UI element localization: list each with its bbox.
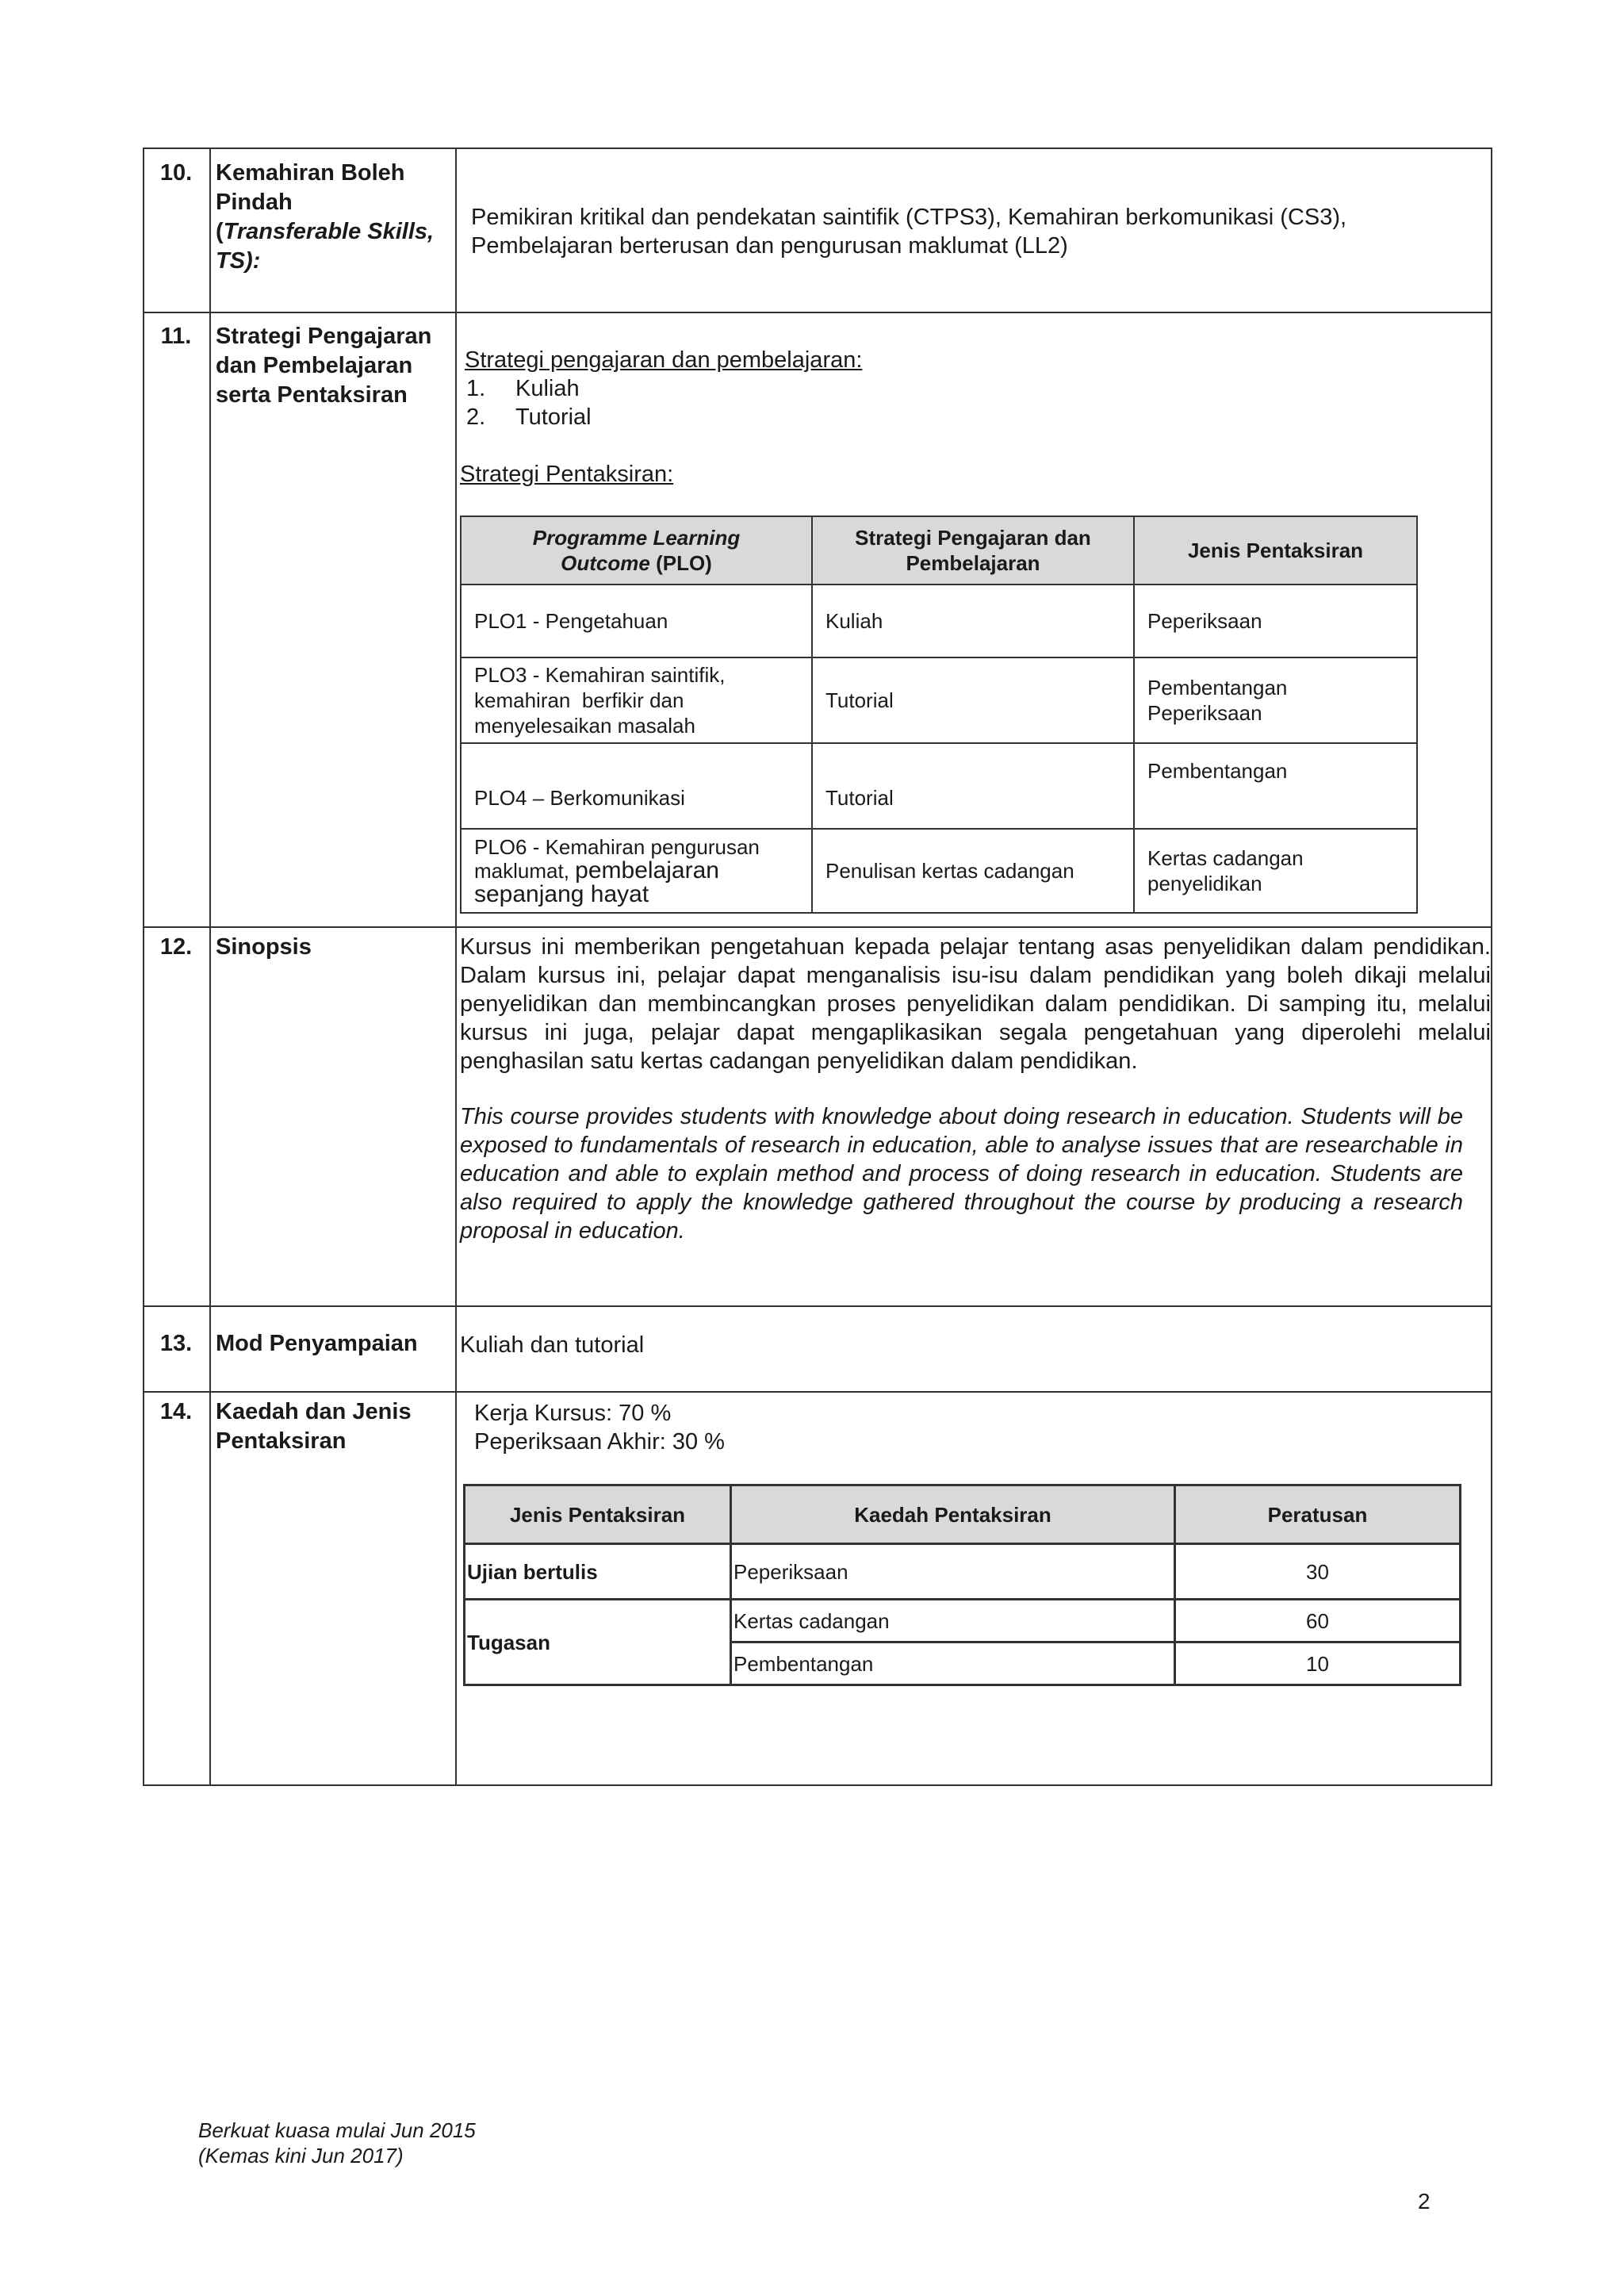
- header-strategy: [812, 516, 1134, 585]
- row-divider-12: [143, 1305, 1492, 1307]
- row-label-synopsis: Sinopsis: [216, 934, 312, 960]
- row-label-delivery-mode: Mod Penyampaian: [216, 1331, 418, 1356]
- label-line: Kaedah dan Jenis: [216, 1399, 412, 1424]
- row-divider-13: [143, 1391, 1492, 1393]
- strategy-cell: Tutorial: [812, 657, 1134, 743]
- assessment-method-cell: Peperiksaan: [731, 1544, 1175, 1600]
- row-label-transferable-skills: [216, 159, 454, 276]
- synopsis-english: This course provides students with knowledge about doing research in education. Students will be exposed to fundamentals of research in education, able to analyse issues that are researchable in education and able to explain method and process of doing research in education. Students are also required to apply the knowledge gathered throughout the course by producing a research proposal in education.: [460, 1104, 1463, 1244]
- plo-cell: PLO1 - Pengetahuan: [461, 585, 812, 657]
- teaching-list-item: [466, 403, 592, 431]
- label-line: Strategi Pengajaran: [216, 324, 432, 349]
- assessment-table-header: [465, 1485, 1461, 1544]
- list-marker: 1.: [466, 376, 486, 401]
- assessment-line: Peperiksaan: [1147, 701, 1262, 725]
- table-row: [461, 585, 1417, 657]
- label-line: [216, 217, 454, 247]
- header-plo: [461, 516, 812, 585]
- row-label-teaching-strategy: [216, 322, 454, 410]
- synopsis-malay: Kursus ini memberikan pengetahuan kepada pelajar tentang asas penyelidikan dalam pendidikan. Dalam kursus ini, pelajar dapat menganalisis isu-isu dalam pendidikan yang boleh dikaji melalui penyelidikan dan membincangkan proses penyelidikan dalam pendidikan. Di samping itu, melalui kursus ini juga, pelajar dapat mengaplikasikan segala pengetahuan yang diperolehi melalui penghasilan satu kertas cadangan penyelidikan dalam pendidikan.: [460, 934, 1491, 1074]
- label-line: Kemahiran Boleh: [216, 160, 405, 186]
- row-label-assessment-method: [216, 1397, 454, 1456]
- teaching-list-item: [466, 374, 580, 403]
- table-row: [461, 743, 1417, 829]
- label-line: Pindah: [216, 190, 293, 215]
- row-number: 10.: [159, 160, 193, 186]
- page-number: 2: [1418, 2189, 1431, 2214]
- table-row: [465, 1544, 1461, 1600]
- header-line: Strategi Pengajaran dan: [855, 526, 1091, 550]
- delivery-mode-content: Kuliah dan tutorial: [460, 1332, 645, 1358]
- row-number: 11.: [160, 324, 192, 349]
- table-row: [465, 1600, 1461, 1642]
- column-divider-label: [455, 148, 457, 1786]
- assessment-weights: [474, 1399, 725, 1456]
- plo-line: kemahiran berfikir dan: [474, 688, 684, 712]
- plo-line: menyelesaikan masalah: [474, 714, 695, 738]
- label-line: Pentaksiran: [216, 1428, 347, 1454]
- final-exam-weight: Peperiksaan Akhir: 30 %: [474, 1429, 725, 1455]
- header-assessment: Jenis Pentaksiran: [1134, 516, 1417, 585]
- teaching-strategy-heading: Strategi pengajaran dan pembelajaran:: [465, 347, 863, 373]
- assessment-line: Pembentangan: [1147, 676, 1288, 700]
- row-divider-10: [143, 312, 1492, 313]
- percentage-cell: 60: [1175, 1600, 1461, 1642]
- assessment-cell: Peperiksaan: [1134, 585, 1417, 657]
- footer-effective-date: Berkuat kuasa mulai Jun 2015: [198, 2118, 476, 2142]
- plo-fragment: maklumat,: [474, 859, 576, 883]
- column-divider-number: [209, 148, 211, 1786]
- label-line: serta Pentaksiran: [216, 382, 408, 408]
- plo-cell: [461, 829, 812, 913]
- strategy-cell: Tutorial: [812, 743, 1134, 829]
- assessment-method-cell: Pembentangan: [731, 1642, 1175, 1685]
- strategy-cell: Kuliah: [812, 585, 1134, 657]
- percentage-cell: 10: [1175, 1642, 1461, 1685]
- label-line: TS):: [216, 248, 261, 274]
- header-line: Programme Learning: [532, 526, 741, 550]
- list-text: Tutorial: [515, 404, 592, 430]
- assessment-method-table: [463, 1484, 1461, 1686]
- label-fragment: (: [216, 219, 224, 244]
- assessment-line: Kertas cadangan: [1147, 846, 1304, 870]
- plo-fragment: pembelajaran: [575, 857, 719, 884]
- assessment-cell: [1134, 829, 1417, 913]
- assessment-cell: [1134, 657, 1417, 743]
- footer-note: [198, 2118, 476, 2168]
- plo-line: PLO3 - Kemahiran saintifik,: [474, 663, 726, 687]
- assessment-type-cell: Tugasan: [465, 1600, 731, 1685]
- row-number: 14.: [159, 1399, 193, 1424]
- table-row: [461, 657, 1417, 743]
- assessment-method-cell: Kertas cadangan: [731, 1600, 1175, 1642]
- coursework-weight: Kerja Kursus: 70 %: [474, 1401, 672, 1426]
- header-assessment-type: Jenis Pentaksiran: [465, 1485, 731, 1544]
- header-fragment-italic: Outcome: [561, 551, 650, 575]
- assessment-cell: Pembentangan: [1134, 743, 1417, 829]
- header-line: Pembelajaran: [906, 551, 1040, 575]
- assessment-line: penyelidikan: [1147, 872, 1262, 895]
- list-marker: 2.: [466, 404, 486, 430]
- footer-revision-date: (Kemas kini Jun 2017): [198, 2144, 404, 2168]
- plo-table: [460, 516, 1418, 914]
- plo-cell: [461, 657, 812, 743]
- percentage-cell: 30: [1175, 1544, 1461, 1600]
- transferable-skills-content: [471, 203, 1486, 260]
- row-divider-11: [143, 926, 1492, 928]
- plo-table-header: [461, 516, 1417, 585]
- row-number: 13.: [159, 1331, 193, 1356]
- plo-line: PLO6 - Kemahiran pengurusan: [474, 835, 760, 859]
- header-percentage: Peratusan: [1175, 1485, 1461, 1544]
- table-row: [461, 829, 1417, 913]
- plo-line: sepanjang hayat: [474, 881, 649, 907]
- assessment-type-cell: Ujian bertulis: [465, 1544, 731, 1600]
- label-fragment-italic: Transferable Skills,: [223, 219, 435, 244]
- plo-cell: PLO4 – Berkomunikasi: [461, 743, 812, 829]
- row-number: 12.: [159, 934, 193, 960]
- content-line: Pemikiran kritikal dan pendekatan saintifik (CTPS3), Kemahiran berkomunikasi (CS3),: [471, 205, 1347, 230]
- header-assessment-method: Kaedah Pentaksiran: [731, 1485, 1175, 1544]
- content-line: Pembelajaran berterusan dan pengurusan maklumat (LL2): [471, 233, 1068, 259]
- header-fragment: (PLO): [649, 551, 712, 575]
- label-line: dan Pembelajaran: [216, 353, 413, 378]
- assessment-strategy-heading: Strategi Pentaksiran:: [460, 462, 674, 487]
- list-text: Kuliah: [515, 376, 580, 401]
- strategy-cell: Penulisan kertas cadangan: [812, 829, 1134, 913]
